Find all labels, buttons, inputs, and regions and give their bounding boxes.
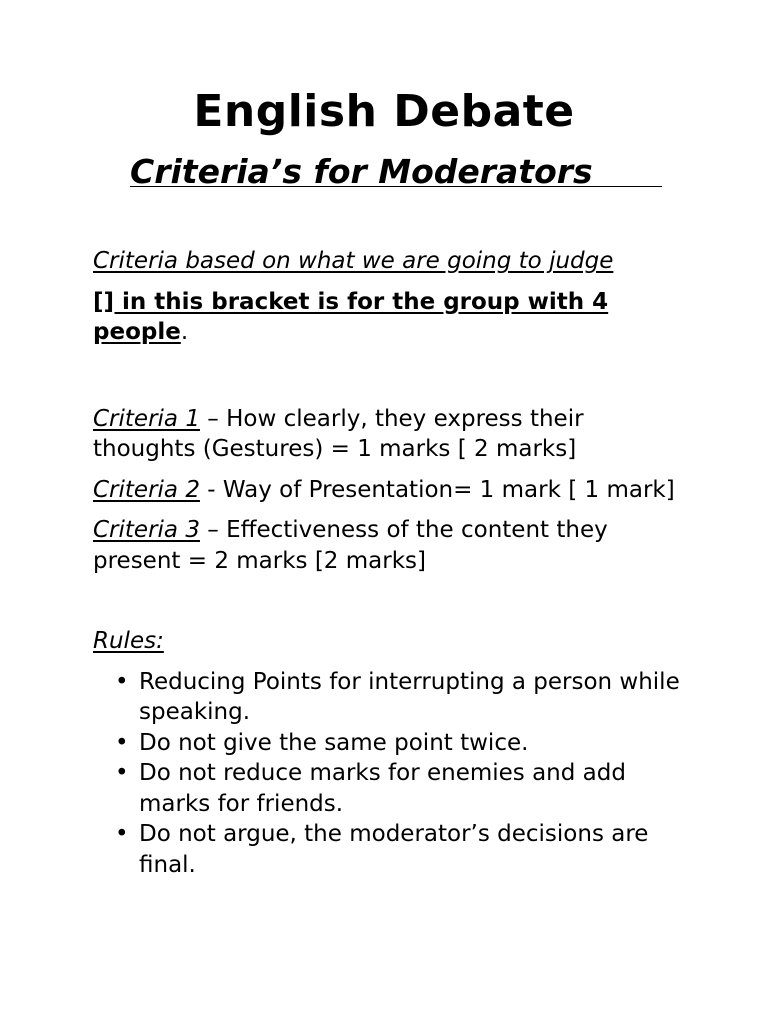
bullet-icon: • xyxy=(115,760,129,786)
criteria-text: - Way of Presentation= 1 mark [ 1 mark] xyxy=(199,476,675,503)
rule-text: Do not argue, the moderator’s decisions are final. xyxy=(139,821,649,878)
bullet-icon: • xyxy=(115,821,129,847)
rule-text: Do not reduce marks for enemies and add marks for friends. xyxy=(139,760,626,817)
bracket-note-period: . xyxy=(180,319,189,345)
rule-text: Do not give the same point twice. xyxy=(139,729,529,756)
criteria-item xyxy=(93,475,683,506)
document-subtitle: Criteria’s for Moderators xyxy=(130,152,662,187)
criteria-label: Criteria 1 xyxy=(93,405,200,432)
document-body xyxy=(93,246,683,880)
rules-list-item xyxy=(93,728,683,759)
bracket-note-text: [] in this bracket is for the group with 4 people xyxy=(93,288,609,345)
rules-heading: Rules: xyxy=(93,628,164,654)
criteria-label: Criteria 3 xyxy=(93,517,200,543)
bracket-note-paragraph xyxy=(93,287,683,348)
criteria-text: – Effectiveness of the content they present = 2 marks [2 marks] xyxy=(93,517,608,574)
intro-paragraph xyxy=(93,246,683,277)
bullet-icon: • xyxy=(115,729,129,756)
criteria-text: – How clearly, they express their thoughts (Gestures) = 1 marks [ 2 marks] xyxy=(93,405,584,462)
criteria-label: Criteria 2 xyxy=(93,476,200,503)
rules-list-item xyxy=(93,819,683,880)
bullet-icon: • xyxy=(115,668,129,695)
rules-heading-paragraph xyxy=(93,626,683,657)
rules-list-item xyxy=(93,667,683,728)
intro-text: Criteria based on what we are going to judge xyxy=(93,248,614,274)
document-title: English Debate xyxy=(193,86,575,137)
rules-list-item xyxy=(93,758,683,819)
criteria-item xyxy=(93,404,683,465)
rule-text: Reducing Points for interrupting a person while speaking. xyxy=(139,668,680,725)
rules-list xyxy=(93,667,683,881)
criteria-item xyxy=(93,515,683,576)
